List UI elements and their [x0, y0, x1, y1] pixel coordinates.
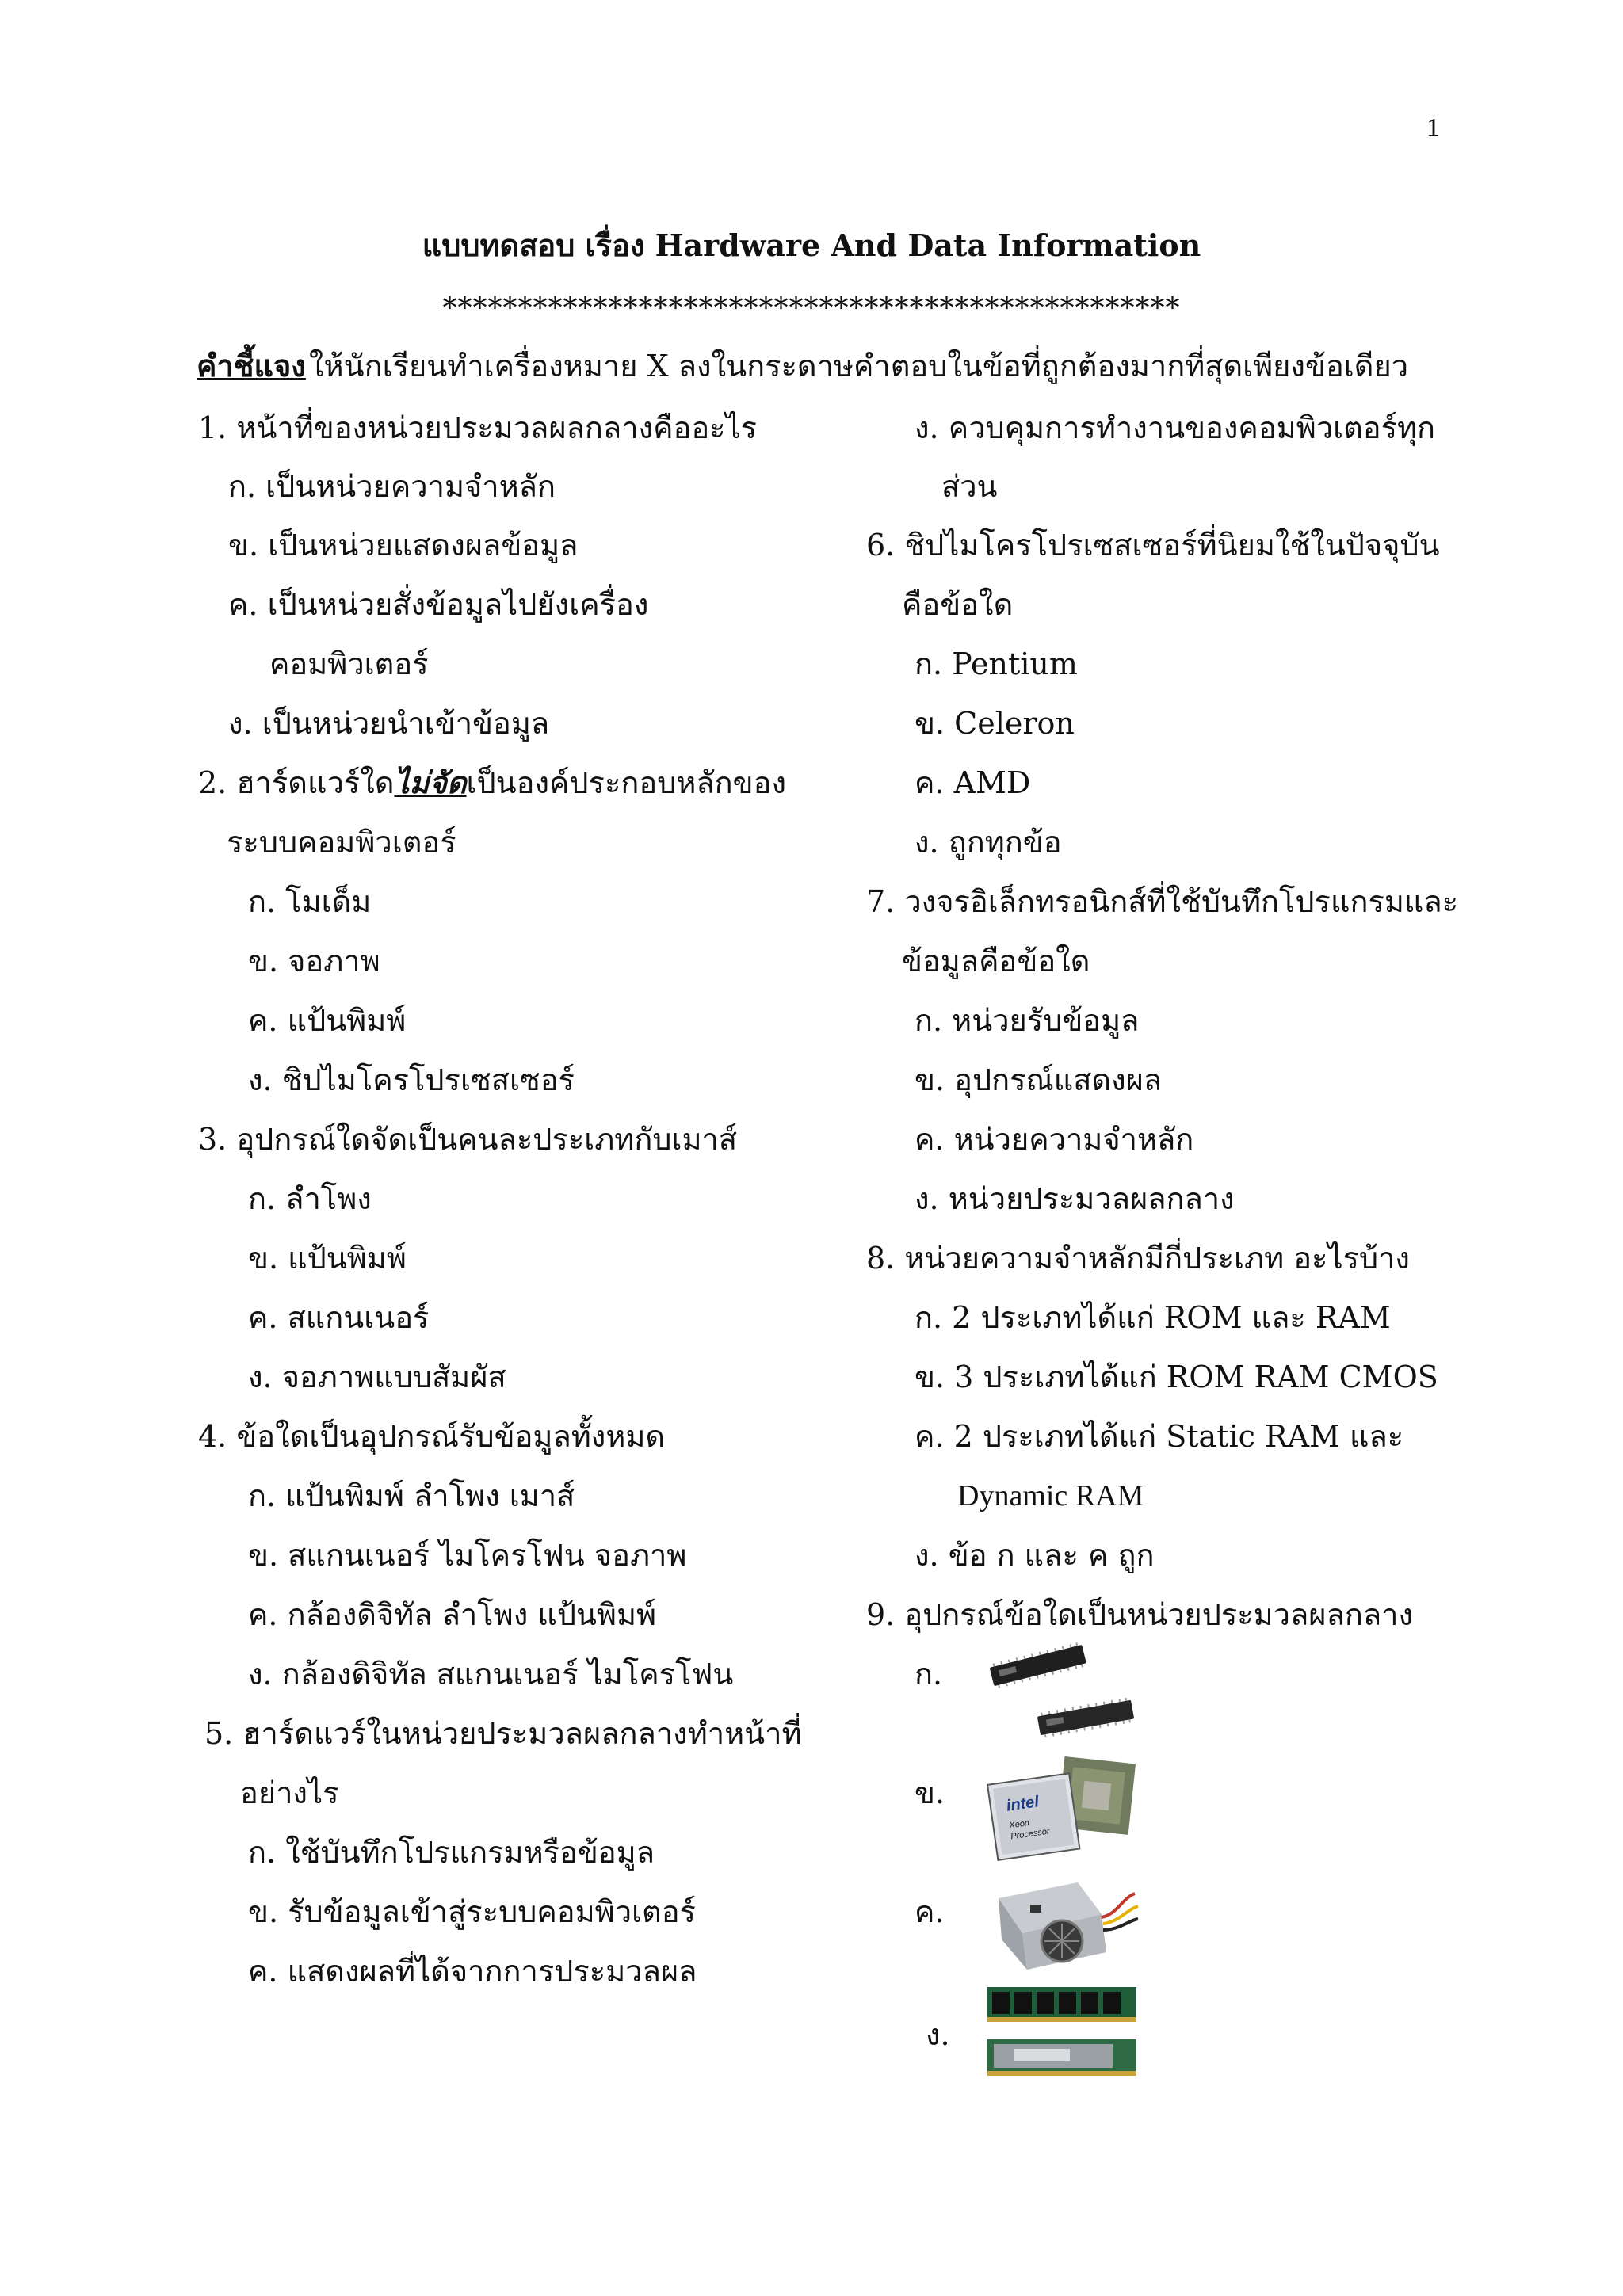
- emphasis-not: ไม่จัด: [394, 765, 467, 800]
- choice-b: ข. เป็นหน่วยแสดงผลข้อมูล: [228, 528, 579, 563]
- question-text-cont: ข้อมูลคือข้อใด: [902, 944, 1090, 978]
- choice-c: ค. 2 ประเภทได้แก่ Static RAM และ: [915, 1419, 1404, 1454]
- choice-c: ค. แสดงผลที่ได้จากการประมวลผล: [248, 1954, 697, 1989]
- choice-b: ข.: [915, 1775, 945, 1810]
- question-text-cont: อย่างไร: [240, 1775, 339, 1810]
- intel-logo-text: intel: [1005, 1793, 1041, 1815]
- choice-c: ค. AMD: [915, 765, 1031, 800]
- choice-b: ข. จอภาพ: [248, 944, 380, 978]
- question-text: 4. ข้อใดเป็นอุปกรณ์รับข้อมูลทั้งหมด: [198, 1419, 666, 1454]
- choice-d: ง. กล้องดิจิทัล สแกนเนอร์ ไมโครโฟน: [248, 1657, 734, 1691]
- choice-a: ก. เป็นหน่วยความจำหลัก: [228, 469, 556, 504]
- choice-c-cont: Dynamic RAM: [957, 1479, 1144, 1512]
- chip-line-1: Xeon: [1008, 1818, 1030, 1831]
- question-text: 7. วงจรอิเล็กทรอนิกส์ที่ใช้บันทึกโปรแกรมและ: [866, 884, 1459, 919]
- choice-d: ง. ชิปไมโครโปรเซสเซอร์: [248, 1062, 575, 1097]
- choice-a: ก.: [915, 1657, 943, 1691]
- question-text-cont: ระบบคอมพิวเตอร์: [227, 825, 456, 860]
- choice-b: ข. Celeron: [915, 706, 1075, 741]
- choice-c: ค. หน่วยความจำหลัก: [915, 1122, 1194, 1157]
- choice-c: ค. กล้องดิจิทัล ลำโพง แป้นพิมพ์: [248, 1597, 657, 1632]
- choice-d: ง. หน่วยประมวลผลกลาง: [915, 1181, 1235, 1216]
- question-text: 6. ชิปไมโครโปรเซสเซอร์ที่นิยมใช้ในปัจจุบัน: [866, 528, 1440, 563]
- choice-b: ข. อุปกรณ์แสดงผล: [915, 1062, 1163, 1097]
- choice-b: ข. แป้นพิมพ์: [248, 1241, 407, 1276]
- q5-choice-d: ง. ควบคุมการทำงานของคอมพิวเตอร์ทุก: [915, 410, 1436, 445]
- instruction-label: คำชี้แจง: [197, 348, 306, 383]
- question-text: 9. อุปกรณ์ข้อใดเป็นหน่วยประมวลผลกลาง: [866, 1597, 1414, 1632]
- choice-c-cont: คอมพิวเตอร์: [269, 646, 429, 681]
- choice-d: ง. ข้อ ก และ ค ถูก: [915, 1538, 1155, 1573]
- choice-d: ง. ถูกทุกข้อ: [915, 825, 1062, 860]
- power-supply-image: [983, 1867, 1141, 1978]
- choice-d: ง.: [926, 2017, 950, 2052]
- choice-a: ก. ลำโพง: [248, 1181, 372, 1216]
- choice-a: ก. แป้นพิมพ์ ลำโพง เมาส์: [248, 1478, 575, 1513]
- question-text: 8. หน่วยความจำหลักมีกี่ประเภท อะไรบ้าง: [866, 1241, 1410, 1276]
- choice-c: ค. เป็นหน่วยสั่งข้อมูลไปยังเครื่อง: [228, 587, 649, 622]
- memory-chip-image: [983, 1638, 1141, 1749]
- page-title: แบบทดสอบ เรื่อง Hardware And Data Information: [422, 227, 1201, 263]
- cpu-processor-image: [981, 1753, 1140, 1863]
- question-text: 3. อุปกรณ์ใดจัดเป็นคนละประเภทกับเมาส์: [198, 1122, 738, 1157]
- choice-d: ง. จอภาพแบบสัมผัส: [248, 1360, 506, 1394]
- choice-a: ก. 2 ประเภทได้แก่ ROM และ RAM: [915, 1300, 1391, 1335]
- choice-d: ง. เป็นหน่วยนำเข้าข้อมูล: [228, 706, 550, 741]
- choice-c: ค. แป้นพิมพ์: [248, 1003, 407, 1038]
- choice-c: ค. สแกนเนอร์: [248, 1300, 430, 1335]
- choice-a: ก. ใช้บันทึกโปรแกรมหรือข้อมูล: [248, 1835, 655, 1870]
- choice-b: ข. 3 ประเภทได้แก่ ROM RAM CMOS: [915, 1360, 1438, 1394]
- question-text: 5. ฮาร์ดแวร์ในหน่วยประมวลผลกลางทำหน้าที่: [204, 1716, 802, 1751]
- separator-stars: *************************************************: [442, 292, 1181, 325]
- question-text: 1. หน้าที่ของหน่วยประมวลผลกลางคืออะไร: [198, 410, 758, 445]
- q5-choice-d-cont: ส่วน: [941, 469, 998, 504]
- ram-modules-image: [983, 1981, 1141, 2092]
- question-text-cont: คือข้อใด: [902, 587, 1014, 622]
- choice-a: ก. โมเด็ม: [248, 884, 372, 919]
- page-number: 1: [1426, 113, 1440, 143]
- question-text: 2. ฮาร์ดแวร์ใดไม่จัดเป็นองค์ประกอบหลักของ: [198, 765, 787, 800]
- choice-c: ค.: [915, 1894, 945, 1929]
- choice-b: ข. สแกนเนอร์ ไมโครโฟน จอภาพ: [248, 1538, 687, 1573]
- chip-line-2: Processor: [1010, 1826, 1051, 1842]
- instruction-text: ให้นักเรียนทำเครื่องหมาย X ลงในกระดาษคำตอบในข้อที่ถูกต้องมากที่สุดเพียงข้อเดียว: [309, 349, 1409, 383]
- choice-a: ก. หน่วยรับข้อมูล: [915, 1003, 1140, 1038]
- choice-a: ก. Pentium: [915, 646, 1078, 681]
- choice-b: ข. รับข้อมูลเข้าสู่ระบบคอมพิวเตอร์: [248, 1894, 696, 1929]
